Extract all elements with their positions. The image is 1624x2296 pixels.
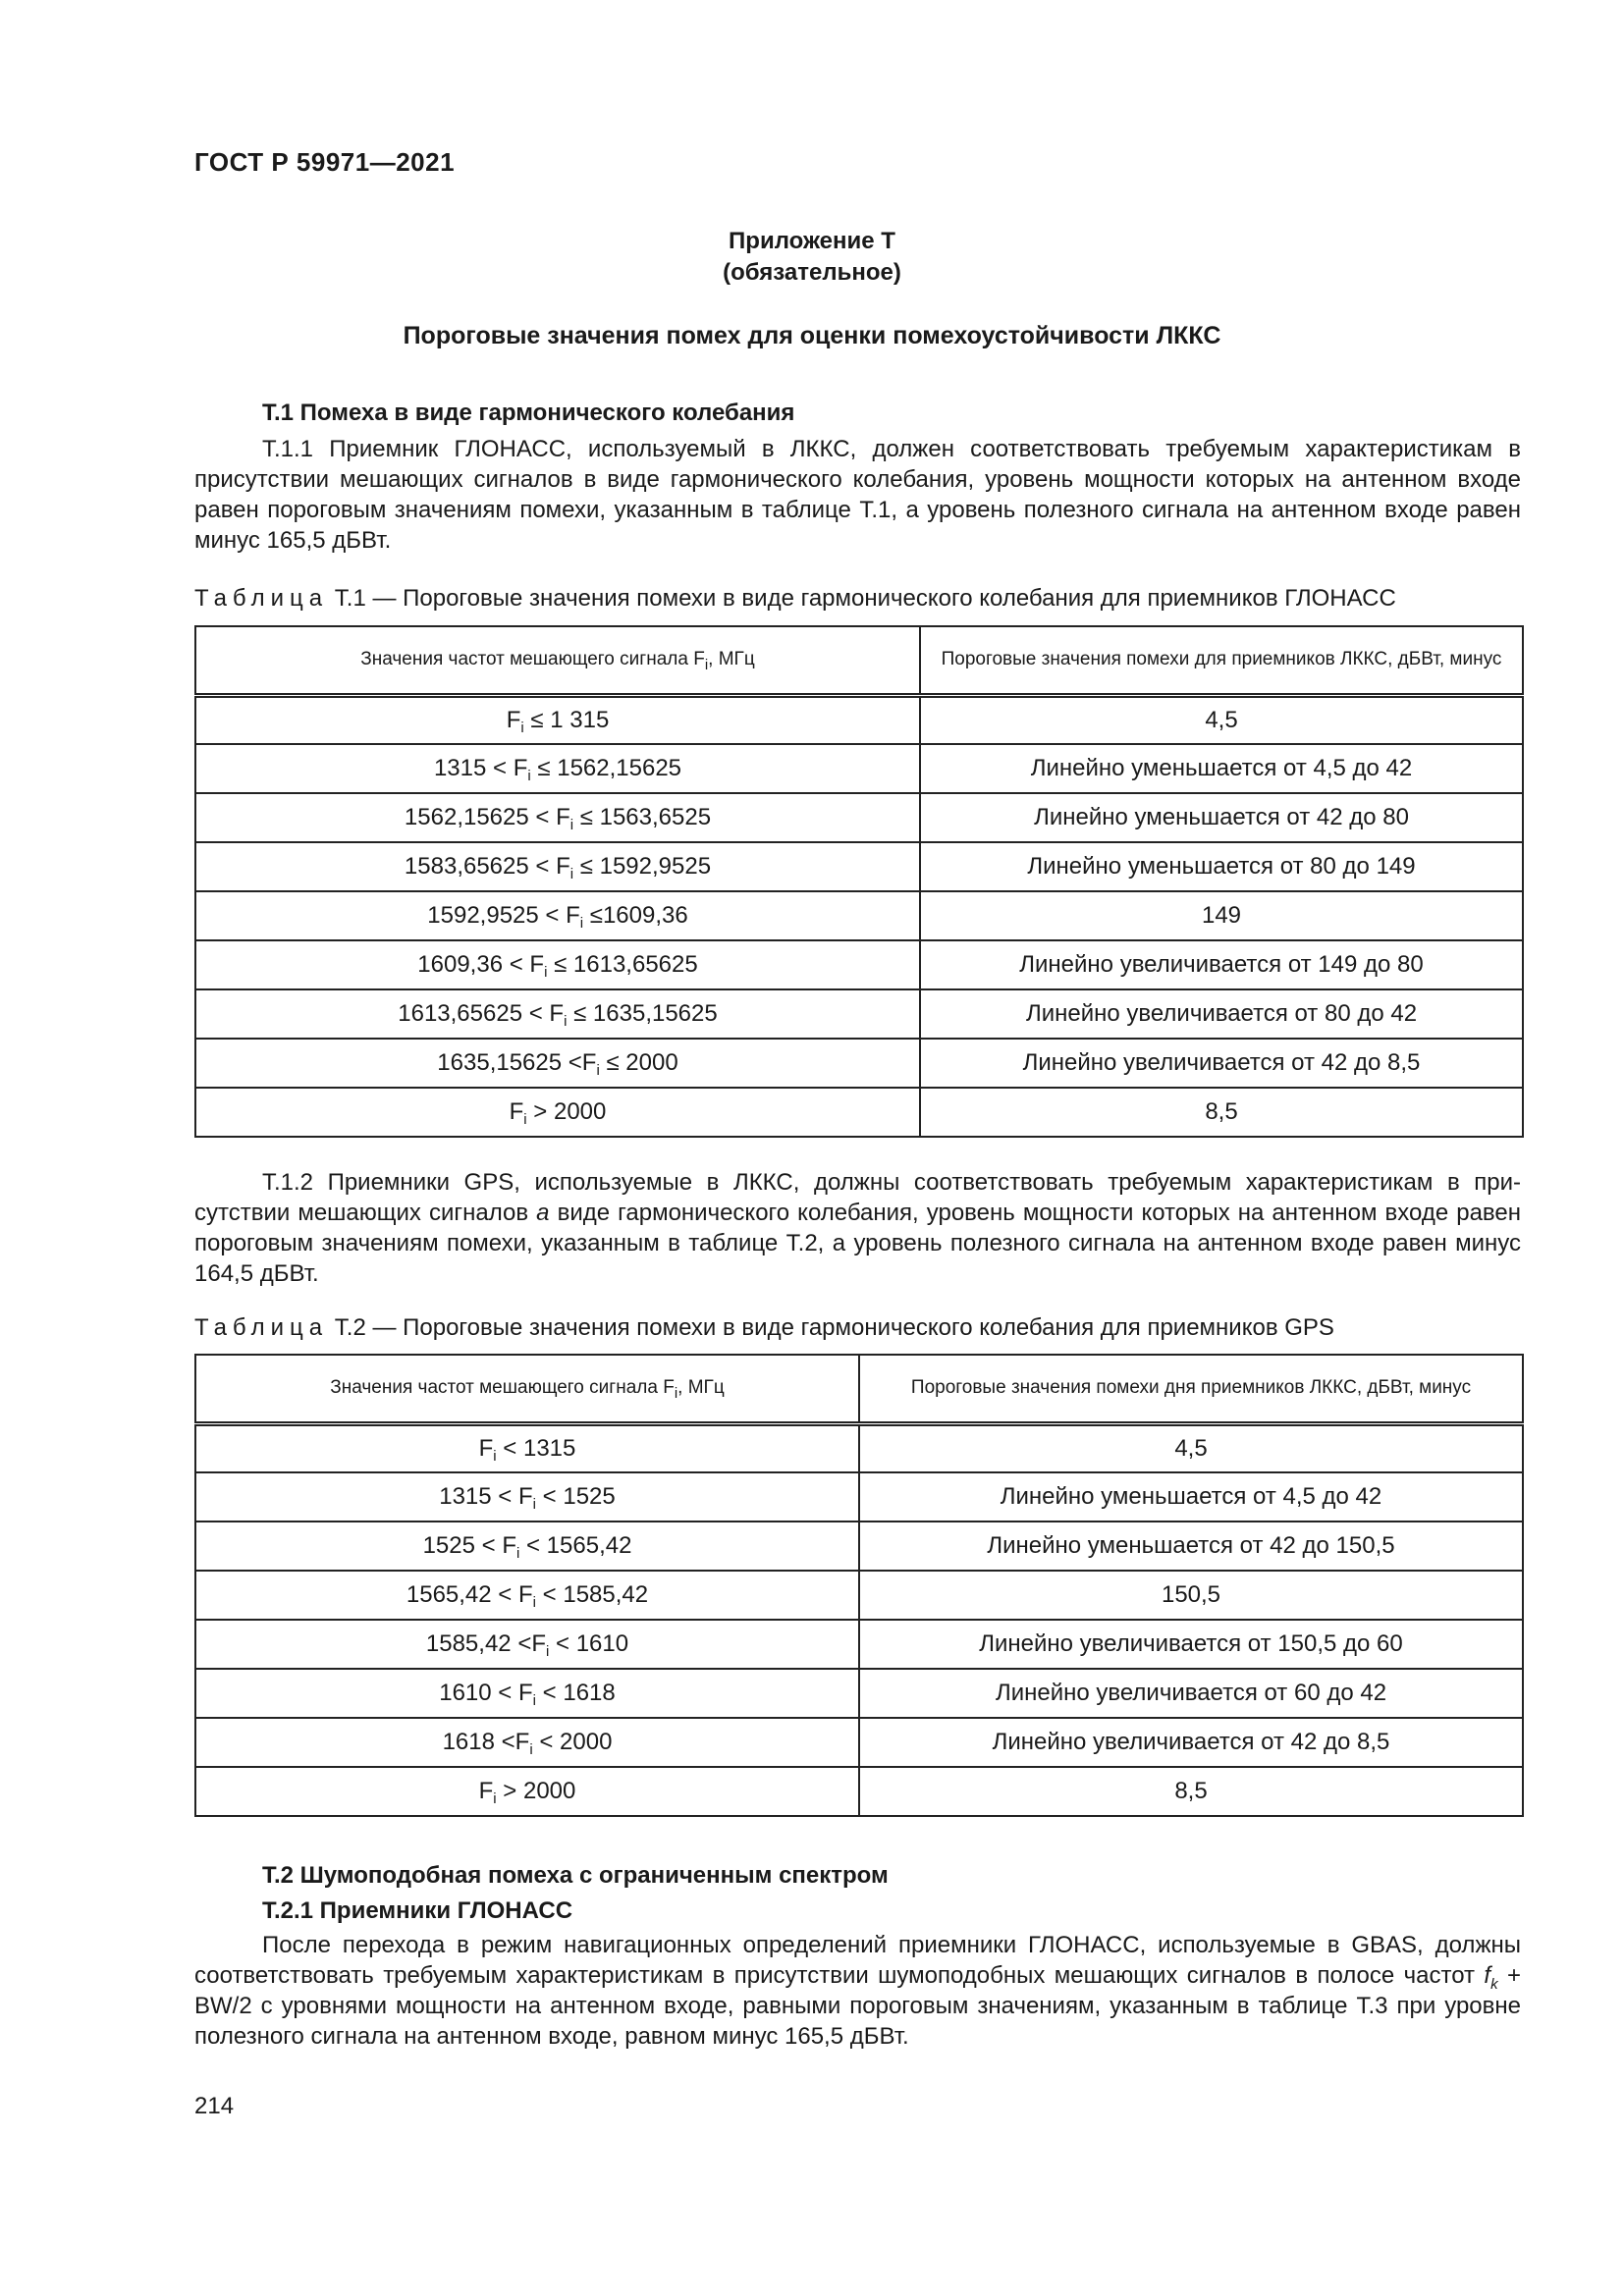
frequency-range-cell — [195, 793, 920, 842]
frequency-symbol: F — [529, 951, 545, 978]
range-lower: 1610 < — [439, 1680, 518, 1706]
range-upper: < 1618 — [536, 1680, 616, 1706]
frequency-subscript: i — [493, 1790, 497, 1807]
range-lower: 1583,65625 < — [404, 853, 557, 880]
frequency-subscript: i — [544, 964, 548, 981]
frequency-subscript: i — [523, 1111, 527, 1128]
frequency-subscript: i — [532, 1594, 536, 1611]
frequency-range-cell — [195, 695, 920, 744]
table-row — [195, 1472, 1523, 1522]
range-upper: > 2000 — [496, 1778, 576, 1804]
range-upper: ≤1609,36 — [583, 902, 688, 929]
frequency-symbol: F — [556, 853, 570, 880]
frequency-range-cell — [195, 1423, 859, 1472]
range-upper: < 1525 — [536, 1483, 616, 1510]
range-lower: 1609,36 < — [417, 951, 530, 978]
range-upper: ≤ 1562,15625 — [530, 755, 682, 781]
frequency-range-cell — [195, 744, 920, 793]
table1-header-threshold: Пороговые значения помехи для приемников ЛККС, дБВт, минус — [920, 626, 1523, 695]
frequency-range-cell — [195, 1767, 859, 1816]
paragraph-t2-1-part1: После перехода в режим навигационных определений приемники ГЛОНАСС, используемые в GBAS, должны соответствовать требуемым характеристикам в присутствии шумоподобных мешающих сигналов в полосе частот — [194, 1932, 1521, 1989]
range-lower: 1562,15625 < — [404, 804, 557, 830]
table2-body — [195, 1423, 1523, 1816]
paragraph-t1-2-part2: виде гармонического колебания, уровень мощности которых на антенном входе равен пороговым значениям помехи, указанным в таблице Т.2, а уровень полезного сигнала на антенном входе равен минус 164,5 дБВт. — [194, 1200, 1521, 1287]
table-row — [195, 842, 1523, 891]
range-lower: 1315 < — [433, 755, 514, 781]
threshold-cell: Линейно увеличивается от 150,5 до 60 — [859, 1620, 1523, 1669]
table-row — [195, 1767, 1523, 1816]
frequency-subscript: i — [532, 1692, 536, 1709]
table-row — [195, 940, 1523, 989]
threshold-cell: 149 — [920, 891, 1523, 940]
frequency-subscript: i — [527, 768, 531, 784]
table1-header-frequency — [195, 626, 920, 695]
frequency-symbol: F — [478, 1778, 494, 1804]
symbol-fk — [1484, 1962, 1498, 1993]
frequency-symbol: F — [556, 804, 570, 830]
threshold-cell: Линейно уменьшается от 4,5 до 42 — [859, 1472, 1523, 1522]
table2-caption-word: Таблица — [194, 1314, 329, 1341]
frequency-symbol: F — [506, 706, 521, 733]
threshold-cell: Линейно уменьшается от 4,5 до 42 — [920, 744, 1523, 793]
range-upper: < 1585,42 — [536, 1581, 649, 1608]
frequency-range-cell — [195, 891, 920, 940]
section-heading-t2-1: Т.2.1 Приемники ГЛОНАСС — [262, 1897, 573, 1924]
appendix-title: Пороговые значения помех для оценки помехоустойчивости ЛККС — [403, 322, 1221, 349]
standard-code: ГОСТ Р 59971—2021 — [194, 147, 456, 177]
table-row — [195, 989, 1523, 1039]
table-row — [195, 1669, 1523, 1718]
frequency-subscript: i — [493, 1447, 497, 1465]
table-row — [195, 1522, 1523, 1571]
threshold-cell: 150,5 — [859, 1571, 1523, 1620]
frequency-symbol: F — [531, 1630, 546, 1657]
table-t1 — [194, 625, 1524, 1138]
frequency-subscript: i — [596, 1062, 600, 1079]
table2-caption-text: Т.2 — Пороговые значения помехи в виде гармонического колебания для приемников GPS — [328, 1314, 1334, 1341]
frequency-range-cell — [195, 1088, 920, 1137]
frequency-symbol: F — [517, 1581, 533, 1608]
range-upper: ≤ 1592,9525 — [573, 853, 712, 880]
paragraph-t1-2 — [194, 1167, 1521, 1289]
table2-header-unit: , МГц — [677, 1377, 725, 1399]
table2-header-row — [195, 1355, 1523, 1423]
range-upper: < 2000 — [532, 1729, 613, 1755]
range-lower: 1592,9525 < — [427, 902, 567, 929]
table-row — [195, 1039, 1523, 1088]
range-upper: ≤ 2000 — [599, 1049, 678, 1076]
range-lower: 1613,65625 < — [398, 1000, 550, 1027]
frequency-range-cell — [195, 1571, 859, 1620]
range-upper: ≤ 1 315 — [523, 706, 610, 733]
table2-header-frequency — [195, 1355, 859, 1423]
range-upper: ≤ 1613,65625 — [547, 951, 698, 978]
table2-caption — [194, 1314, 1334, 1342]
range-upper: < 1610 — [549, 1630, 629, 1657]
table1-caption — [194, 585, 1396, 613]
frequency-symbol: F — [566, 902, 580, 929]
frequency-symbol: F — [509, 1098, 524, 1125]
table-row — [195, 1088, 1523, 1137]
table-row — [195, 1423, 1523, 1472]
table2-header-subscript: i — [674, 1385, 678, 1403]
frequency-range-cell — [195, 1522, 859, 1571]
frequency-subscript: i — [529, 1741, 533, 1758]
frequency-subscript: i — [579, 915, 584, 932]
threshold-cell: Линейно увеличивается от 42 до 8,5 — [859, 1718, 1523, 1767]
threshold-cell: Линейно увеличивается от 149 до 80 — [920, 940, 1523, 989]
table1-caption-text: Т.1 — Пороговые значения помехи в виде гармонического колебания для приемников ГЛОНАСС — [328, 585, 1396, 612]
appendix-status: (обязательное) — [723, 259, 901, 286]
frequency-symbol: F — [549, 1000, 565, 1027]
frequency-subscript: i — [546, 1643, 550, 1660]
table-row — [195, 891, 1523, 940]
symbol-f: f — [1484, 1962, 1491, 1989]
frequency-symbol: F — [581, 1049, 597, 1076]
frequency-range-cell — [195, 1718, 859, 1767]
table-row — [195, 793, 1523, 842]
table-row — [195, 744, 1523, 793]
table-row — [195, 1620, 1523, 1669]
threshold-cell: 8,5 — [859, 1767, 1523, 1816]
frequency-range-cell — [195, 1039, 920, 1088]
frequency-subscript: i — [532, 1496, 536, 1513]
range-lower: 1635,15625 < — [437, 1049, 582, 1076]
range-lower: 1585,42 < — [425, 1630, 532, 1657]
table2-header-threshold: Пороговые значения помехи дня приемников ЛККС, дБВт, минус — [859, 1355, 1523, 1423]
appendix-label: Приложение Т — [729, 228, 895, 254]
frequency-range-cell — [195, 989, 920, 1039]
paragraph-t1-1: Т.1.1 Приемник ГЛОНАСС, используемый в ЛККС, должен соответствовать требуемым характеристикам в присутствии мешающих сигналов в виде гармонического колебания, уровень мощности которых на антенном входе равен пороговым значениям помехи, указанным в таблице Т.1, а уровень полезного сигнала на антенном входе равен минус 165,5 дБВт. — [194, 436, 1521, 554]
range-upper: < 1315 — [496, 1434, 576, 1462]
range-upper: < 1565,42 — [519, 1532, 632, 1559]
table-row — [195, 1718, 1523, 1767]
frequency-range-cell — [195, 1620, 859, 1669]
table1-header-unit: , МГц — [708, 649, 755, 670]
table2-header-frequency-text: Значения частот мешающего сигнала F — [330, 1377, 675, 1399]
threshold-cell: 4,5 — [859, 1423, 1523, 1472]
threshold-cell: 8,5 — [920, 1088, 1523, 1137]
range-upper: ≤ 1635,15625 — [567, 1000, 718, 1027]
frequency-range-cell — [195, 1472, 859, 1522]
frequency-subscript: i — [569, 866, 574, 882]
range-lower: 1565,42 < — [406, 1581, 518, 1608]
threshold-cell: Линейно уменьшается от 80 до 149 — [920, 842, 1523, 891]
paragraph-t2-1 — [194, 1930, 1521, 2052]
frequency-symbol: F — [513, 755, 528, 781]
frequency-subscript: i — [564, 1013, 568, 1030]
range-upper: > 2000 — [526, 1098, 607, 1125]
range-lower: 1315 < — [439, 1483, 518, 1510]
frequency-subscript: i — [520, 719, 524, 736]
paragraph-t2-1-part2: + BW/2 с уровнями мощности на антенном входе, равными пороговым значениям, указанным в таблице Т.3 при уровне полезного сигнала на антенном входе, равном минус 165,5 дБВт. — [194, 1962, 1522, 2050]
frequency-symbol: F — [478, 1434, 494, 1462]
paragraph-t1-2-italic: а — [536, 1200, 550, 1226]
range-upper: ≤ 1563,6525 — [573, 804, 712, 830]
frequency-range-cell — [195, 842, 920, 891]
frequency-symbol: F — [517, 1483, 533, 1510]
frequency-symbol: F — [517, 1680, 533, 1706]
threshold-cell: Линейно увеличивается от 60 до 42 — [859, 1669, 1523, 1718]
table-row — [195, 695, 1523, 744]
table1-caption-word: Таблица — [194, 585, 329, 612]
frequency-symbol: F — [514, 1729, 530, 1755]
threshold-cell: 4,5 — [920, 695, 1523, 744]
table-t2 — [194, 1354, 1524, 1817]
threshold-cell: Линейно уменьшается от 42 до 80 — [920, 793, 1523, 842]
frequency-range-cell — [195, 940, 920, 989]
table-row — [195, 1571, 1523, 1620]
section-heading-t1: Т.1 Помеха в виде гармонического колебания — [262, 400, 795, 426]
section-heading-t2: Т.2 Шумоподобная помеха с ограниченным спектром — [262, 1862, 889, 1889]
frequency-symbol: F — [502, 1532, 516, 1559]
threshold-cell: Линейно уменьшается от 42 до 150,5 — [859, 1522, 1523, 1571]
table1-header-row — [195, 626, 1523, 695]
table1-body — [195, 695, 1523, 1137]
frequency-subscript: i — [569, 817, 574, 833]
page-number: 214 — [194, 2093, 235, 2119]
threshold-cell: Линейно увеличивается от 80 до 42 — [920, 989, 1523, 1039]
range-lower: 1525 < — [422, 1532, 503, 1559]
range-lower: 1618 < — [442, 1729, 515, 1755]
frequency-range-cell — [195, 1669, 859, 1718]
threshold-cell: Линейно увеличивается от 42 до 8,5 — [920, 1039, 1523, 1088]
paragraph-t1-2-part1: Т.1.2 Приемники GPS, используемые в ЛККС, должны соответствовать требуемым характеристикам в присутствии мешающих сигналов — [194, 1169, 1521, 1226]
symbol-k-subscript: k — [1490, 1976, 1498, 1993]
table1-header-subscript: i — [704, 657, 709, 674]
frequency-subscript: i — [515, 1545, 520, 1562]
table1-header-frequency-text: Значения частот мешающего сигнала F — [360, 649, 705, 670]
